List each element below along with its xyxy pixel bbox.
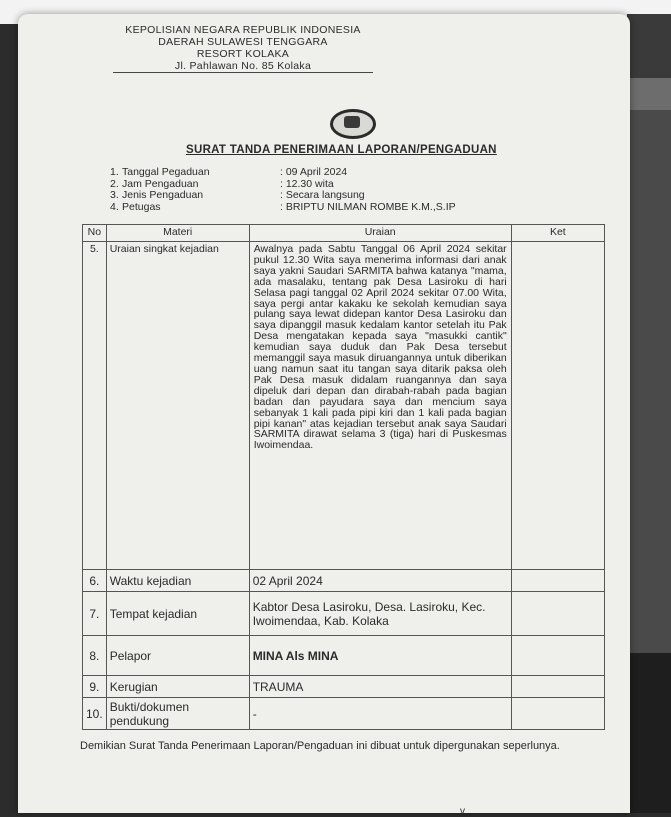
letterhead-line-4: Jl. Pahlawan No. 85 Kolaka <box>113 60 373 73</box>
row-ket <box>511 592 604 636</box>
row-uraian: MINA Als MINA <box>249 636 511 676</box>
col-header-materi: Materi <box>106 225 249 242</box>
report-table <box>82 224 605 730</box>
info-value: : 09 April 2024 <box>280 166 348 178</box>
row-materi: Waktu kejadian <box>106 570 249 592</box>
row-ket <box>511 698 604 730</box>
row-uraian: - <box>249 698 511 730</box>
row-materi: Bukti/dokumen pendukung <box>106 698 249 730</box>
row-materi: Uraian singkat kejadian <box>106 242 249 570</box>
document-page <box>18 14 630 817</box>
row-ket <box>511 242 604 570</box>
document-title: SURAT TANDA PENERIMAAN LAPORAN/PENGADUAN <box>186 144 497 156</box>
info-row <box>110 190 456 202</box>
info-number: 3. <box>110 189 119 201</box>
info-number: 2. <box>110 177 119 190</box>
info-label: Tanggal Pegaduan <box>122 166 210 178</box>
row-number: 6. <box>83 570 107 592</box>
info-label: Jenis Pengaduan <box>122 189 204 201</box>
letterhead-line-3: RESORT KOLAKA <box>196 48 290 60</box>
info-label: Petugas <box>122 200 161 213</box>
row-ket <box>511 676 604 698</box>
table-row <box>83 570 605 592</box>
col-header-no: No <box>83 225 107 242</box>
letterhead-line-2: DAERAH SULAWESI TENGGARA <box>158 36 328 48</box>
closing-statement: Demikian Surat Tanda Penerimaan Laporan/Pengaduan ini dibuat untuk dipergunakan seperlunya. <box>80 740 560 752</box>
table-row <box>83 698 605 730</box>
info-row <box>110 202 456 214</box>
letterhead-line-1: KEPOLISIAN NEGARA REPUBLIK INDONESIA <box>125 24 361 36</box>
row-number: 9. <box>83 676 107 698</box>
table-row <box>83 676 605 698</box>
row-ket <box>511 570 604 592</box>
table-row <box>83 242 605 570</box>
col-header-ket: Ket <box>511 225 604 242</box>
police-emblem-icon <box>330 109 376 139</box>
row-uraian: TRAUMA <box>249 676 511 698</box>
row-number: 7. <box>83 592 107 636</box>
row-uraian: Kabtor Desa Lasiroku, Desa. Lasiroku, Kec. Iwoimendaa, Kab. Kolaka <box>249 592 511 636</box>
row-uraian: 02 April 2024 <box>249 570 511 592</box>
row-materi: Pelapor <box>106 636 249 676</box>
info-number: 4. <box>110 200 119 213</box>
background-edge <box>627 14 671 813</box>
letterhead <box>113 24 373 73</box>
row-materi: Tempat kejadian <box>106 592 249 636</box>
bottom-mark: v <box>460 806 465 817</box>
row-number: 10. <box>83 698 107 730</box>
row-uraian: Awalnya pada Sabtu Tanggal 06 April 2024 sekitar pukul 12.30 Wita saya menerima informasi dari anak saya yakni Saudari SARMITA bahwa katanya "mama, ada masalaku, tentang pak Desa Lasiroku di hari Selasa pagi tanggal 02 April 2024 sekitar 07.00 Wita, saya pergi antar kakaku ke sekolah kemudian saya pulang saya lewat didepan kantor Desa Lasiroku dan saya dipanggil masuk kedalam kantor setelah itu Pak Desa mengatakan kepada saya "masukki cantik" kemudian saya duduk dan Pak Desa tersebut memanggil saya masuk diruangannya untuk diberikan uang namun saat itu tangan saya ditarik paksa oleh Pak Desa masuk didalam ruangannya dan saya dipeluk dari depan dan dirabah-rabah pada bagian badan dan payudara saya dan mencium saya sebanyak 1 kali pada pipi kiri dan 1 kali pada bagian pipi kanan" atas kejadian tersebut anak saya Saudari SARMITA dirawat selama 3 (tiga) hari di Puskesmas Iwoimendaa. <box>249 242 511 570</box>
report-info <box>110 167 456 213</box>
row-ket <box>511 636 604 676</box>
row-number: 8. <box>83 636 107 676</box>
table-row <box>83 592 605 636</box>
row-materi: Kerugian <box>106 676 249 698</box>
info-value: : 12.30 wita <box>280 177 334 190</box>
info-value: : Secara langsung <box>280 189 365 201</box>
info-value: : BRIPTU NILMAN ROMBE K.M.,S.IP <box>280 200 456 213</box>
row-number: 5. <box>83 242 107 570</box>
table-header-row <box>83 225 605 242</box>
col-header-uraian: Uraian <box>249 225 511 242</box>
table-row <box>83 636 605 676</box>
info-row <box>110 167 456 179</box>
info-label: Jam Pengaduan <box>122 177 199 190</box>
info-number: 1. <box>110 166 119 178</box>
